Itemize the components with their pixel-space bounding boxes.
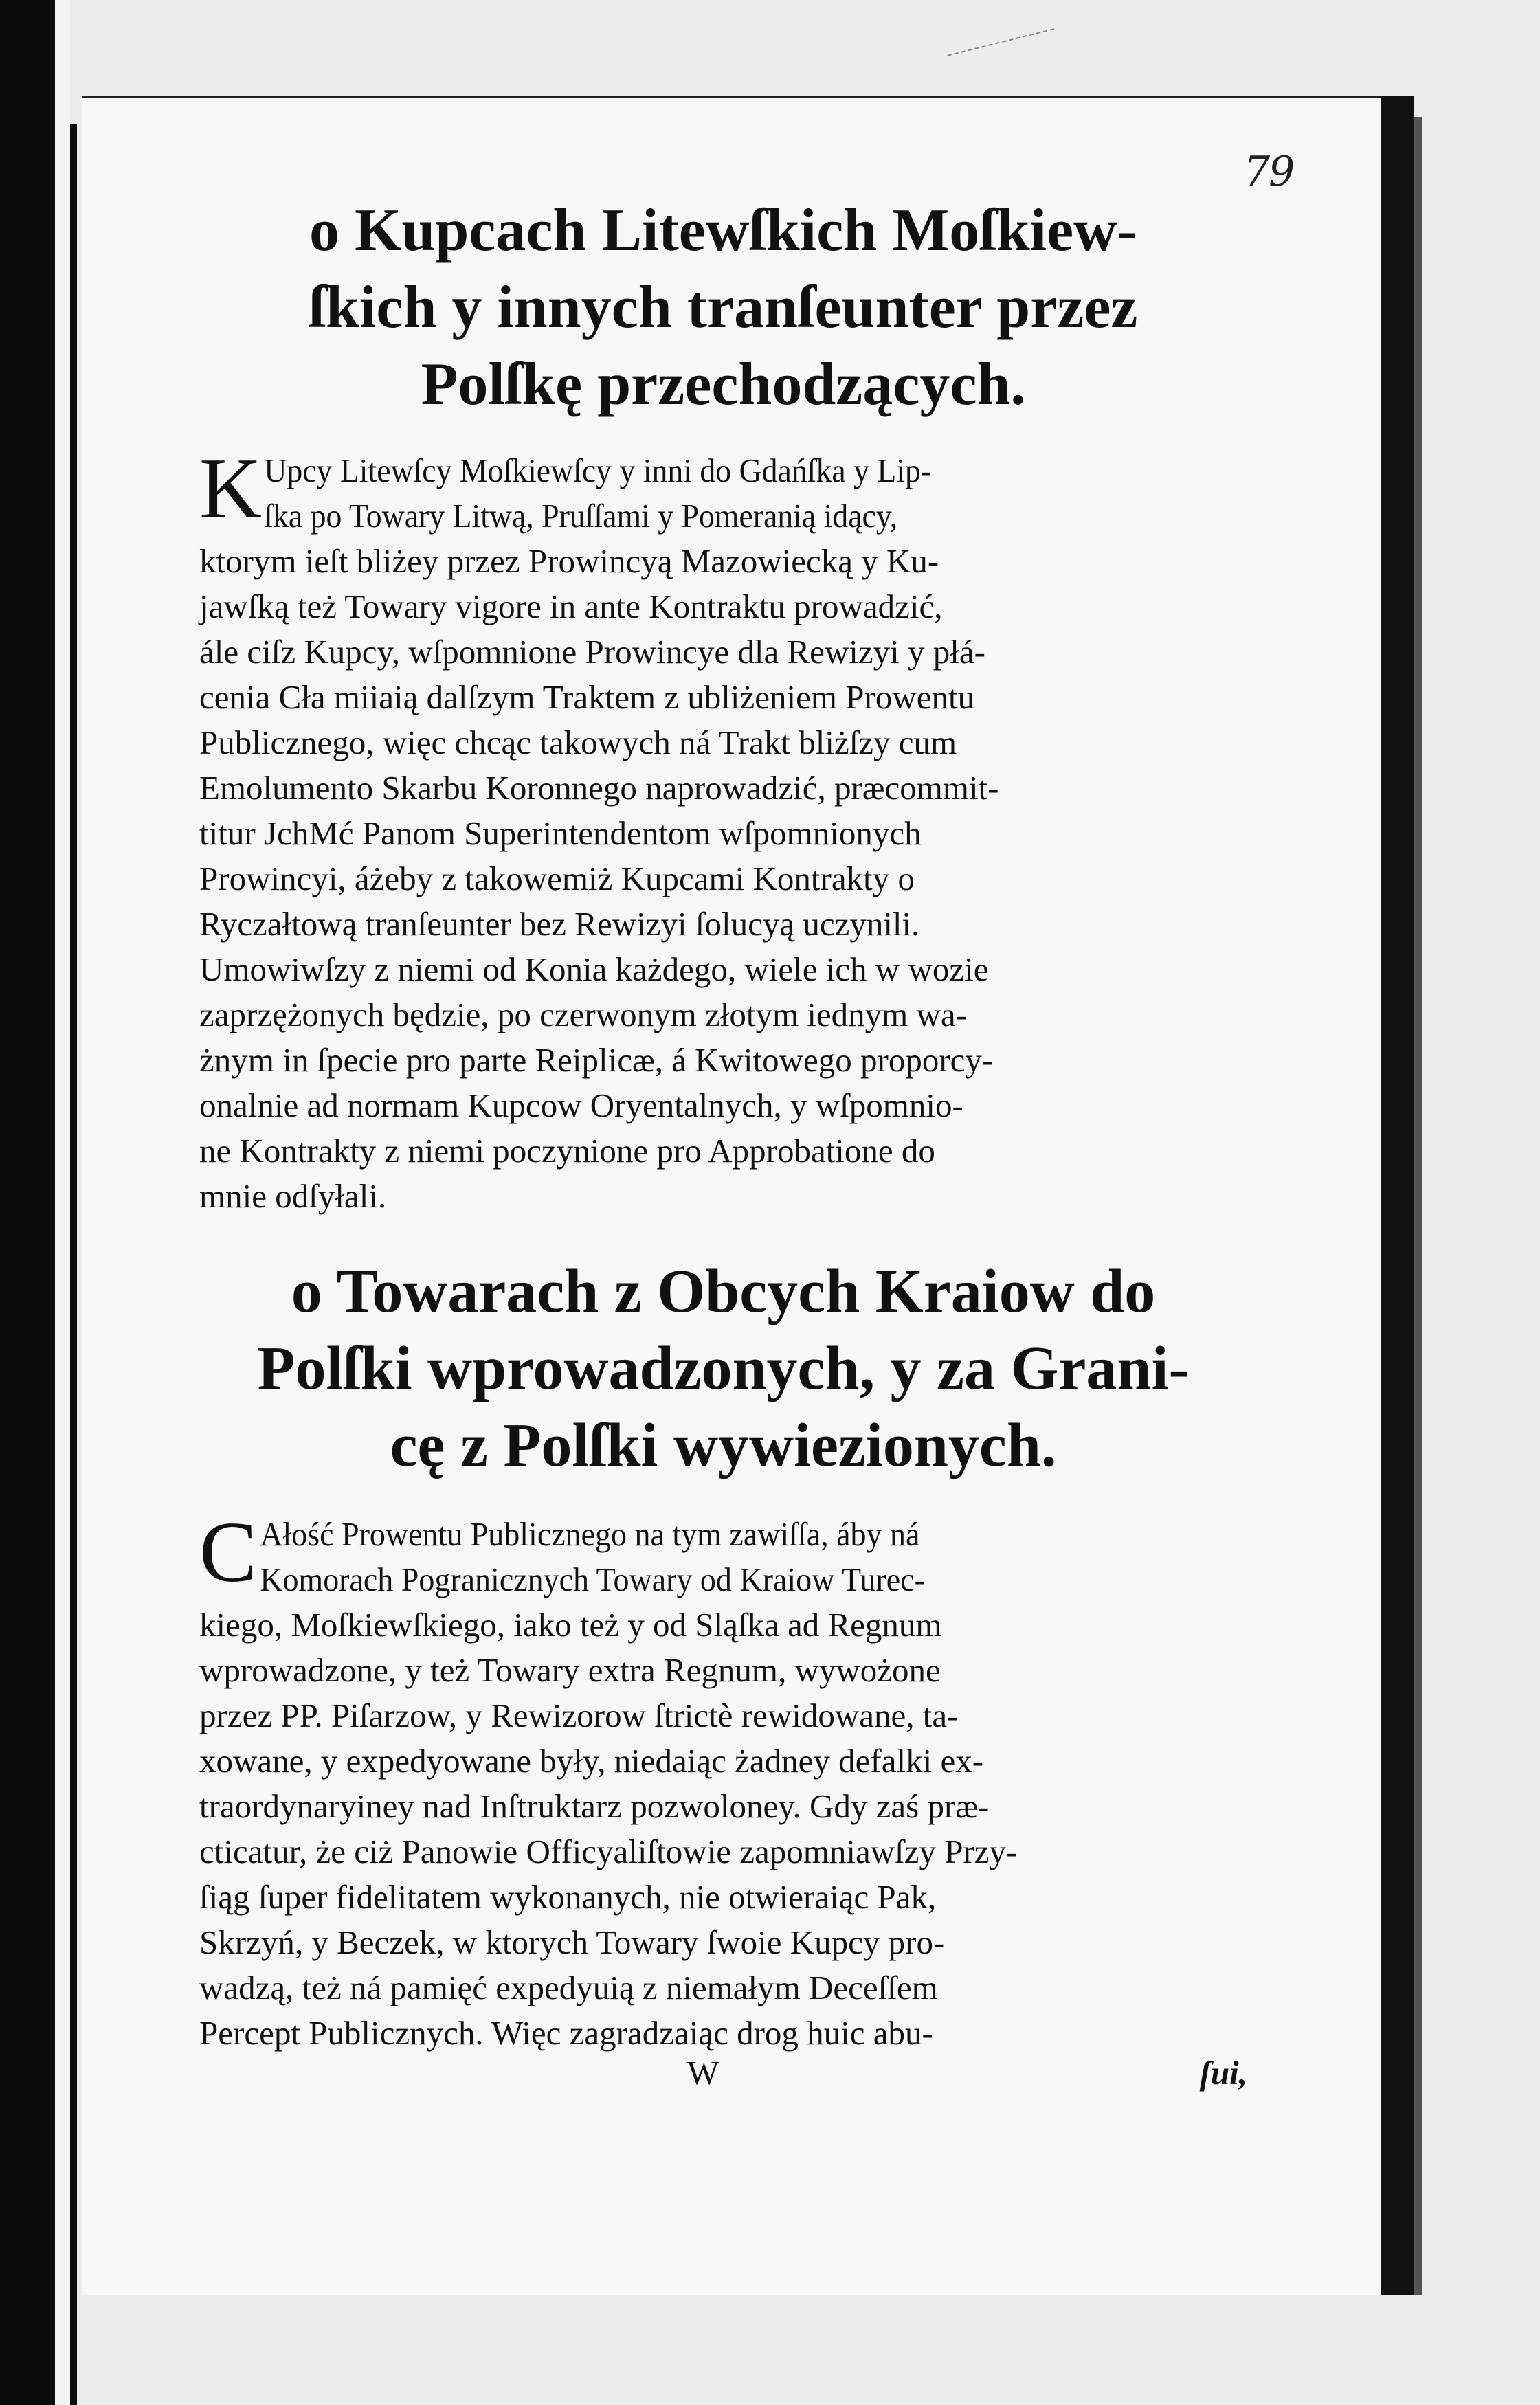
text-line: ſka po Towary Litwą, Pruſſami y Pomeranią idący, bbox=[264, 497, 898, 535]
text-line: Umowiwſzy z niemi od Konia każdego, wiele ich w wozie bbox=[199, 950, 989, 988]
text-line: Upcy Litewſcy Moſkiewſcy y inni do Gdańſka y Lip- bbox=[264, 451, 932, 489]
section-heading-merchants bbox=[199, 192, 1247, 423]
text-line: Prowincyi, áżeby z takowemiż Kupcami Kontrakty o bbox=[199, 860, 915, 897]
heading-line: o Towarach z Obcych Kraiow do bbox=[291, 1257, 1156, 1325]
page-gutter-shadow bbox=[70, 124, 77, 2405]
page-content bbox=[199, 192, 1247, 2097]
text-line: zaprzężonych będzie, po czerwonym złotym iednym wa- bbox=[199, 996, 967, 1033]
adjacent-page-edge bbox=[55, 0, 70, 2405]
scanner-border-left bbox=[0, 0, 55, 2405]
text-line: cenia Cła miiaią dalſzym Traktem z ubliżeniem Prowentu bbox=[199, 678, 975, 716]
text-line: ne Kontrakty z niemi poczynione pro Approbatione do bbox=[199, 1132, 935, 1170]
heading-line: cę z Polſki wywiezionych. bbox=[390, 1411, 1057, 1479]
text-line: Komorach Pogranicznych Towary od Kraiow Turec- bbox=[260, 1561, 925, 1598]
paragraph-goods bbox=[199, 1505, 1247, 2056]
text-line: jawſką też Towary vigore in ante Kontraktu prowadzić, bbox=[199, 588, 943, 625]
heading-line: ſkich y innych tranſeunter przez bbox=[309, 274, 1138, 341]
drop-cap: K bbox=[199, 441, 262, 537]
text-line: titur JchMć Panom Superintendentom wſpomnionych bbox=[199, 814, 922, 852]
signature-mark: W bbox=[687, 2054, 719, 2092]
section-heading-goods bbox=[199, 1253, 1247, 1484]
text-line: Skrzyń, y Beczek, w ktorych Towary ſwoie Kupcy pro- bbox=[199, 1923, 945, 1961]
text-line: wprowadzone, y też Towary extra Regnum, wywożone bbox=[199, 1651, 941, 1689]
text-line: ſiąg ſuper fidelitatem wykonanych, nie otwieraiąc Pak, bbox=[199, 1878, 937, 1916]
paragraph-merchants bbox=[199, 441, 1247, 1219]
text-line: wadzą, też ná pamięć expedyuią z niemałym Deceſſem bbox=[199, 1969, 938, 2006]
heading-line: Polſki wprowadzonych, y za Grani- bbox=[257, 1334, 1190, 1402]
text-line: mnie odſyłali. bbox=[199, 1177, 387, 1215]
text-line: xowane, y expedyowane były, niedaiąc żadney defalki ex- bbox=[199, 1742, 984, 1780]
page-edge-shadow bbox=[1414, 117, 1422, 2295]
text-line: Publicznego, więc chcąc takowych ná Trakt bliżſzy cum bbox=[199, 724, 957, 761]
page-edge-right bbox=[1381, 96, 1414, 2295]
text-line: przez PP. Piſarzow, y Rewizorow ſtrictè rewidowane, ta- bbox=[199, 1697, 959, 1734]
heading-line: Polſkę przechodzących. bbox=[421, 351, 1026, 418]
page-number: 79 bbox=[1244, 148, 1294, 196]
text-line: Ałość Prowentu Publicznego na tym zawiſſa, áby ná bbox=[260, 1515, 920, 1553]
drop-cap: C bbox=[199, 1505, 258, 1600]
text-line: onalnie ad normam Kupcow Oryentalnych, y wſpomnio- bbox=[199, 1086, 963, 1124]
text-line: traordynaryiney nad Inſtruktarz pozwoloney. Gdy zaś præ- bbox=[199, 1787, 990, 1825]
text-line: cticatur, że ciż Panowie Officyaliſtowie zapomniawſzy Przy- bbox=[199, 1833, 1018, 1870]
heading-line: o Kupcach Litewſkich Moſkiew- bbox=[309, 197, 1138, 264]
scan-smudge bbox=[948, 28, 1060, 76]
text-line: Ryczałtową tranſeunter bez Rewizyi ſolucyą uczynili. bbox=[199, 905, 920, 943]
text-line: Percept Publicznych. Więc zagradzaiąc drog huic abu- bbox=[199, 2014, 933, 2052]
catchwords bbox=[199, 2056, 1247, 2097]
text-line: ktorym ieſt bliżey przez Prowincyą Mazowiecką y Ku- bbox=[199, 542, 939, 580]
catchword: ſui, bbox=[1199, 2054, 1247, 2092]
text-line: kiego, Moſkiewſkiego, iako też y od Sląſka ad Regnum bbox=[199, 1606, 942, 1644]
text-line: żnym in ſpecie pro parte Reiplicæ, á Kwitowego proporcy- bbox=[199, 1041, 994, 1079]
text-line: ále ciſz Kupcy, wſpomnione Prowincye dla Rewizyi y płá- bbox=[199, 633, 985, 671]
text-line: Emolumento Skarbu Koronnego naprowadzić, præcommit- bbox=[199, 769, 999, 807]
